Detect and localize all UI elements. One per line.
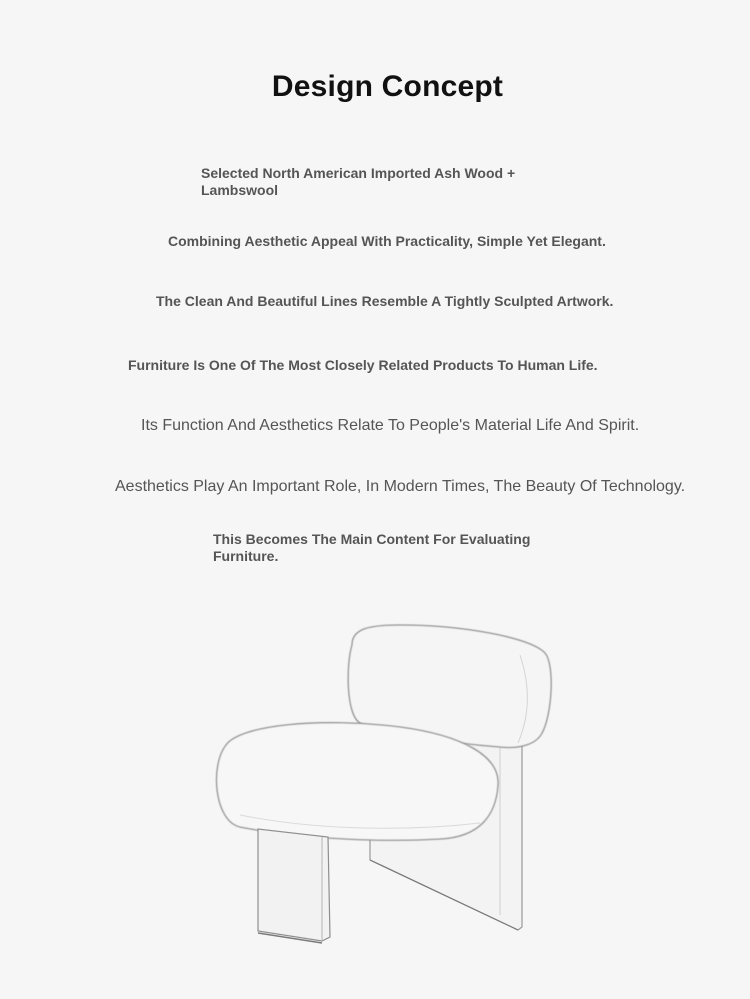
concept-line-lines: The Clean And Beautiful Lines Resemble A Tightly Sculpted Artwork. <box>156 293 614 309</box>
concept-line-technology: Aesthetics Play An Important Role, In Modern Times, The Beauty Of Technology. <box>115 478 686 495</box>
concept-line-evaluation: This Becomes The Main Content For Evaluating Furniture. <box>213 531 531 564</box>
concept-line-furniture: Furniture Is One Of The Most Closely Related Products To Human Life. <box>128 357 598 373</box>
chair-seat <box>217 723 499 841</box>
concept-line-function: Its Function And Aesthetics Relate To People's Material Life And Spirit. <box>141 417 640 434</box>
chair-front-leg <box>258 829 330 941</box>
page-title: Design Concept <box>271 70 504 103</box>
concept-line-material: Selected North American Imported Ash Wood + Lambswool <box>201 165 516 198</box>
concept-line-aesthetic: Combining Aesthetic Appeal With Practicality, Simple Yet Elegant. <box>168 233 606 249</box>
chair-image <box>200 615 570 955</box>
